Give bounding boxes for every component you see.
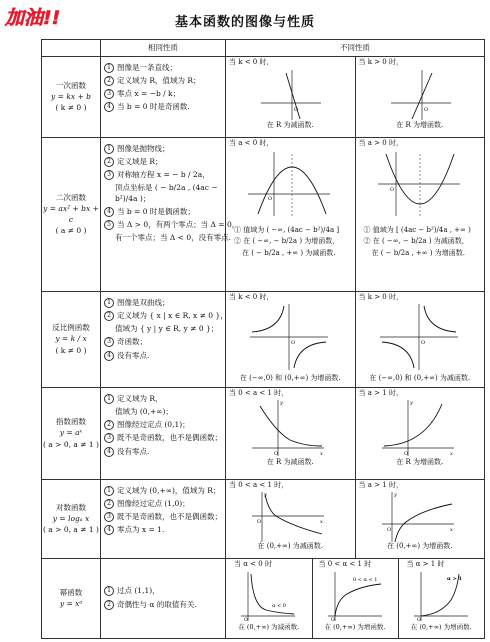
curve-label: 0 < α < 1 <box>352 577 377 583</box>
graph-linear-increasing <box>386 67 456 122</box>
case-caption: ① 值域为 [ (4ac − b²)/4a , +∞ ) <box>363 226 471 234</box>
graph-parabola-up <box>374 150 464 218</box>
svg-text:y: y <box>264 492 267 498</box>
list-item: 2 图像经过定点 (1,0)； <box>104 499 222 509</box>
name-line: 一次函数 <box>56 80 86 90</box>
svg-text:O: O <box>386 527 391 533</box>
name-line: y = aˣ <box>59 428 83 438</box>
name-line: 对数函数 <box>56 502 86 512</box>
list-item: 3 对称轴方程 x = − b / 2a， <box>104 170 222 180</box>
list-item: 3 既不是奇函数，也不是偶函数； <box>104 433 222 443</box>
case-caption: 在 ( − b/2a , +∞ ) 为增函数. <box>371 248 466 257</box>
list-item: 3 既不是奇函数，也不是偶函数； <box>104 512 222 522</box>
list-item: 2 定义域是 R； <box>104 157 222 167</box>
case-cell <box>226 388 355 479</box>
name-line: y = ax² + bx + c <box>43 204 99 224</box>
header-same: 相同性质 <box>101 40 226 57</box>
function-name <box>42 57 101 138</box>
svg-text:O: O <box>244 618 248 622</box>
svg-text:O: O <box>403 451 408 457</box>
case-condition: 当 a > 1 时， <box>358 481 403 489</box>
case-cell <box>226 559 312 638</box>
case-caption: ② 在 ( −∞, − b/2a ) 为增函数， <box>234 237 340 246</box>
table-row-linear <box>42 57 485 138</box>
case-cell <box>312 559 398 638</box>
diff-properties <box>226 57 485 138</box>
case-cell <box>355 292 484 387</box>
name-line: ( a ≠ 0 ) <box>55 225 87 235</box>
case-caption: 在 (0,+∞) 为减函数. <box>238 623 300 631</box>
svg-text:O: O <box>330 618 335 622</box>
function-name <box>42 559 101 639</box>
svg-text:O: O <box>420 340 425 346</box>
function-name <box>42 388 101 480</box>
function-properties-table <box>41 39 485 639</box>
case-caption: 在 (−∞,0) 和 (0,+∞) 为减函数. <box>369 374 471 382</box>
svg-text:O: O <box>291 340 296 346</box>
same-properties <box>101 57 226 138</box>
name-line: 反比例函数 <box>52 323 90 333</box>
table-row-reciprocal <box>42 292 485 388</box>
curve-label: α < 0 <box>272 603 286 609</box>
svg-text:O: O <box>416 618 421 622</box>
svg-text:O: O <box>268 196 273 202</box>
case-cell <box>355 138 484 291</box>
case-condition: 当 a > 1 时， <box>358 389 403 397</box>
case-caption: 在 (−∞,0) 和 (0,+∞) 为增函数. <box>239 374 341 382</box>
graph-log-increasing <box>378 490 458 544</box>
list-item: 3 零点 x = −b / k； <box>104 89 222 99</box>
name-line: 二次函数 <box>56 193 86 203</box>
case-condition: 当 k < 0 时， <box>229 293 274 301</box>
case-cell <box>398 559 484 638</box>
header-diff: 不同性质 <box>226 40 485 57</box>
list-item: 值域为 { y | y ∈ R, y ≠ 0 }； <box>115 324 219 334</box>
table-row-exponential <box>42 388 485 480</box>
list-item: 4 没有零点. <box>104 351 222 361</box>
case-caption: 在 R 为增函数. <box>396 121 444 129</box>
case-cell <box>226 138 355 291</box>
graph-power-fraction <box>325 570 385 622</box>
table-row-logarithmic <box>42 480 485 559</box>
case-caption: ② 在 ( −∞, − b/2a ) 为减函数， <box>363 237 469 246</box>
case-caption: 在 R 为增函数. <box>396 458 444 466</box>
graph-exponential-decreasing <box>248 398 328 458</box>
name-line: ( a > 0, a ≠ 1 ) <box>43 525 99 535</box>
svg-text:O: O <box>274 451 279 457</box>
svg-text:加油!!: 加油!! <box>5 7 61 29</box>
function-name <box>42 292 101 388</box>
diff-properties <box>226 559 485 639</box>
diff-properties <box>226 292 485 388</box>
case-cell <box>226 292 355 387</box>
name-line: y = xᵃ <box>59 599 83 608</box>
same-properties <box>101 480 226 559</box>
svg-text:x: x <box>449 451 453 457</box>
same-properties <box>101 292 226 388</box>
name-line: 幂函数 <box>59 587 83 597</box>
list-item: 1 图像是一条直线； <box>104 63 222 73</box>
same-properties <box>101 559 226 639</box>
header-blank <box>42 40 101 57</box>
table-row-power <box>42 559 485 639</box>
case-condition: 当 k > 0 时， <box>358 293 403 301</box>
case-condition: 当 0 < a < 1 时， <box>229 389 289 397</box>
case-condition: 当 0 < a < 1 时， <box>229 481 289 489</box>
graph-linear-decreasing <box>256 67 326 122</box>
graph-exponential-increasing <box>378 398 458 458</box>
curve-label: α > 1 <box>446 576 462 582</box>
case-condition: 当 k > 0 时， <box>358 58 403 66</box>
case-condition: 当 k < 0 时， <box>229 58 274 66</box>
diff-properties <box>226 388 485 480</box>
function-name <box>42 480 101 559</box>
graph-parabola-down <box>244 150 334 218</box>
svg-text:y: y <box>409 400 413 406</box>
list-item: 值域为 (0,+∞)； <box>115 407 173 417</box>
list-item: 2 图像经过定点 (0,1)； <box>104 420 222 430</box>
svg-text:O: O <box>389 187 394 193</box>
case-condition: 当 0 < α < 1 时 <box>318 560 372 568</box>
case-condition: 当 a < 0 时， <box>229 139 274 147</box>
case-cell <box>226 57 355 137</box>
case-cell <box>355 57 484 137</box>
case-caption: 在 (0,+∞) 为增函数. <box>387 542 453 550</box>
list-item: 2 定义域为 { x | x ∈ R, x ≠ 0 }， <box>104 311 222 321</box>
list-item: 3 奇函数； <box>104 337 222 347</box>
list-item: 1 图像是抛物线； <box>104 144 222 154</box>
header-row <box>42 40 485 57</box>
list-item: 4 零点为 x = 1. <box>104 525 222 535</box>
name-line: y = logₐ x <box>52 513 90 523</box>
svg-text:y: y <box>280 400 283 406</box>
name-line: ( a > 0, a ≠ 1 ) <box>43 439 99 449</box>
svg-text:x: x <box>320 519 323 525</box>
graph-hyperbola-k-negative <box>246 302 332 372</box>
list-item: 4 没有零点. <box>104 447 222 457</box>
case-condition: 当 α < 0 时 <box>234 560 272 568</box>
name-line: ( k ≠ 0 ) <box>55 103 87 113</box>
function-name <box>42 138 101 292</box>
case-caption: 在 R 为减函数. <box>266 121 314 129</box>
name-line: 指数函数 <box>56 417 86 427</box>
svg-text:x: x <box>320 451 323 457</box>
same-properties <box>101 138 240 292</box>
list-item: 2 奇偶性与 α 的取值有关. <box>104 600 222 610</box>
case-caption: 在 (0,+∞) 为增函数. <box>324 623 386 631</box>
case-cell <box>355 388 484 479</box>
case-condition: 当 α > 1 时 <box>406 560 445 568</box>
diff-properties <box>226 138 485 292</box>
list-item: 4 当 b = 0 时是奇函数. <box>104 102 222 112</box>
same-properties <box>101 388 226 480</box>
case-caption: 在 ( − b/2a , +∞ ) 为减函数. <box>242 248 336 257</box>
list-item: 2 定义域为 R，值域为 R； <box>104 76 222 86</box>
case-caption: 在 R 为减函数. <box>266 458 314 466</box>
list-item: 1 过点 (1,1)， <box>104 586 222 596</box>
svg-text:y: y <box>393 492 397 498</box>
name-line: y = kx + b <box>51 91 91 101</box>
graph-log-decreasing <box>248 490 328 544</box>
svg-text:O: O <box>257 519 262 525</box>
graph-power-negative <box>238 570 298 622</box>
svg-text:O: O <box>423 107 428 113</box>
list-item: 有一个零点；当 Δ < 0，没有零点. <box>115 232 232 242</box>
case-condition: 当 a > 0 时， <box>358 139 403 147</box>
graph-hyperbola-k-positive <box>376 302 462 372</box>
list-item: 5 当 Δ > 0，有两个零点；当 Δ = 0， <box>104 220 222 230</box>
svg-text:x: x <box>449 527 453 533</box>
graph-power-greater-than-one <box>411 570 471 622</box>
svg-text:O: O <box>294 107 299 113</box>
case-cell <box>355 480 484 558</box>
case-caption: 在 (0,+∞) 为减函数. <box>257 542 323 550</box>
list-item: 1 图像是双曲线； <box>104 298 222 308</box>
list-item: 1 定义域为 (0,+∞)，值域为 R； <box>104 486 222 496</box>
list-item: 4 当 b = 0 时是偶函数； <box>104 207 222 217</box>
table-row-quadratic <box>42 138 485 292</box>
case-cell <box>226 480 355 558</box>
page-title: 基本函数的图像与性质 <box>174 15 315 30</box>
case-caption: ① 值域为 ( −∞, (4ac − b²)/4a ] <box>234 226 340 234</box>
name-line: ( k ≠ 0 ) <box>55 345 87 355</box>
case-caption: 在 (0,+∞) 为增函数. <box>410 623 472 631</box>
list-item: 1 定义域为 R， <box>104 394 222 404</box>
list-item: 顶点坐标是 ( − b/2a , (4ac − b²)/4a )； <box>115 183 218 203</box>
name-line: y = k / x <box>55 334 87 344</box>
diff-properties <box>226 480 485 559</box>
